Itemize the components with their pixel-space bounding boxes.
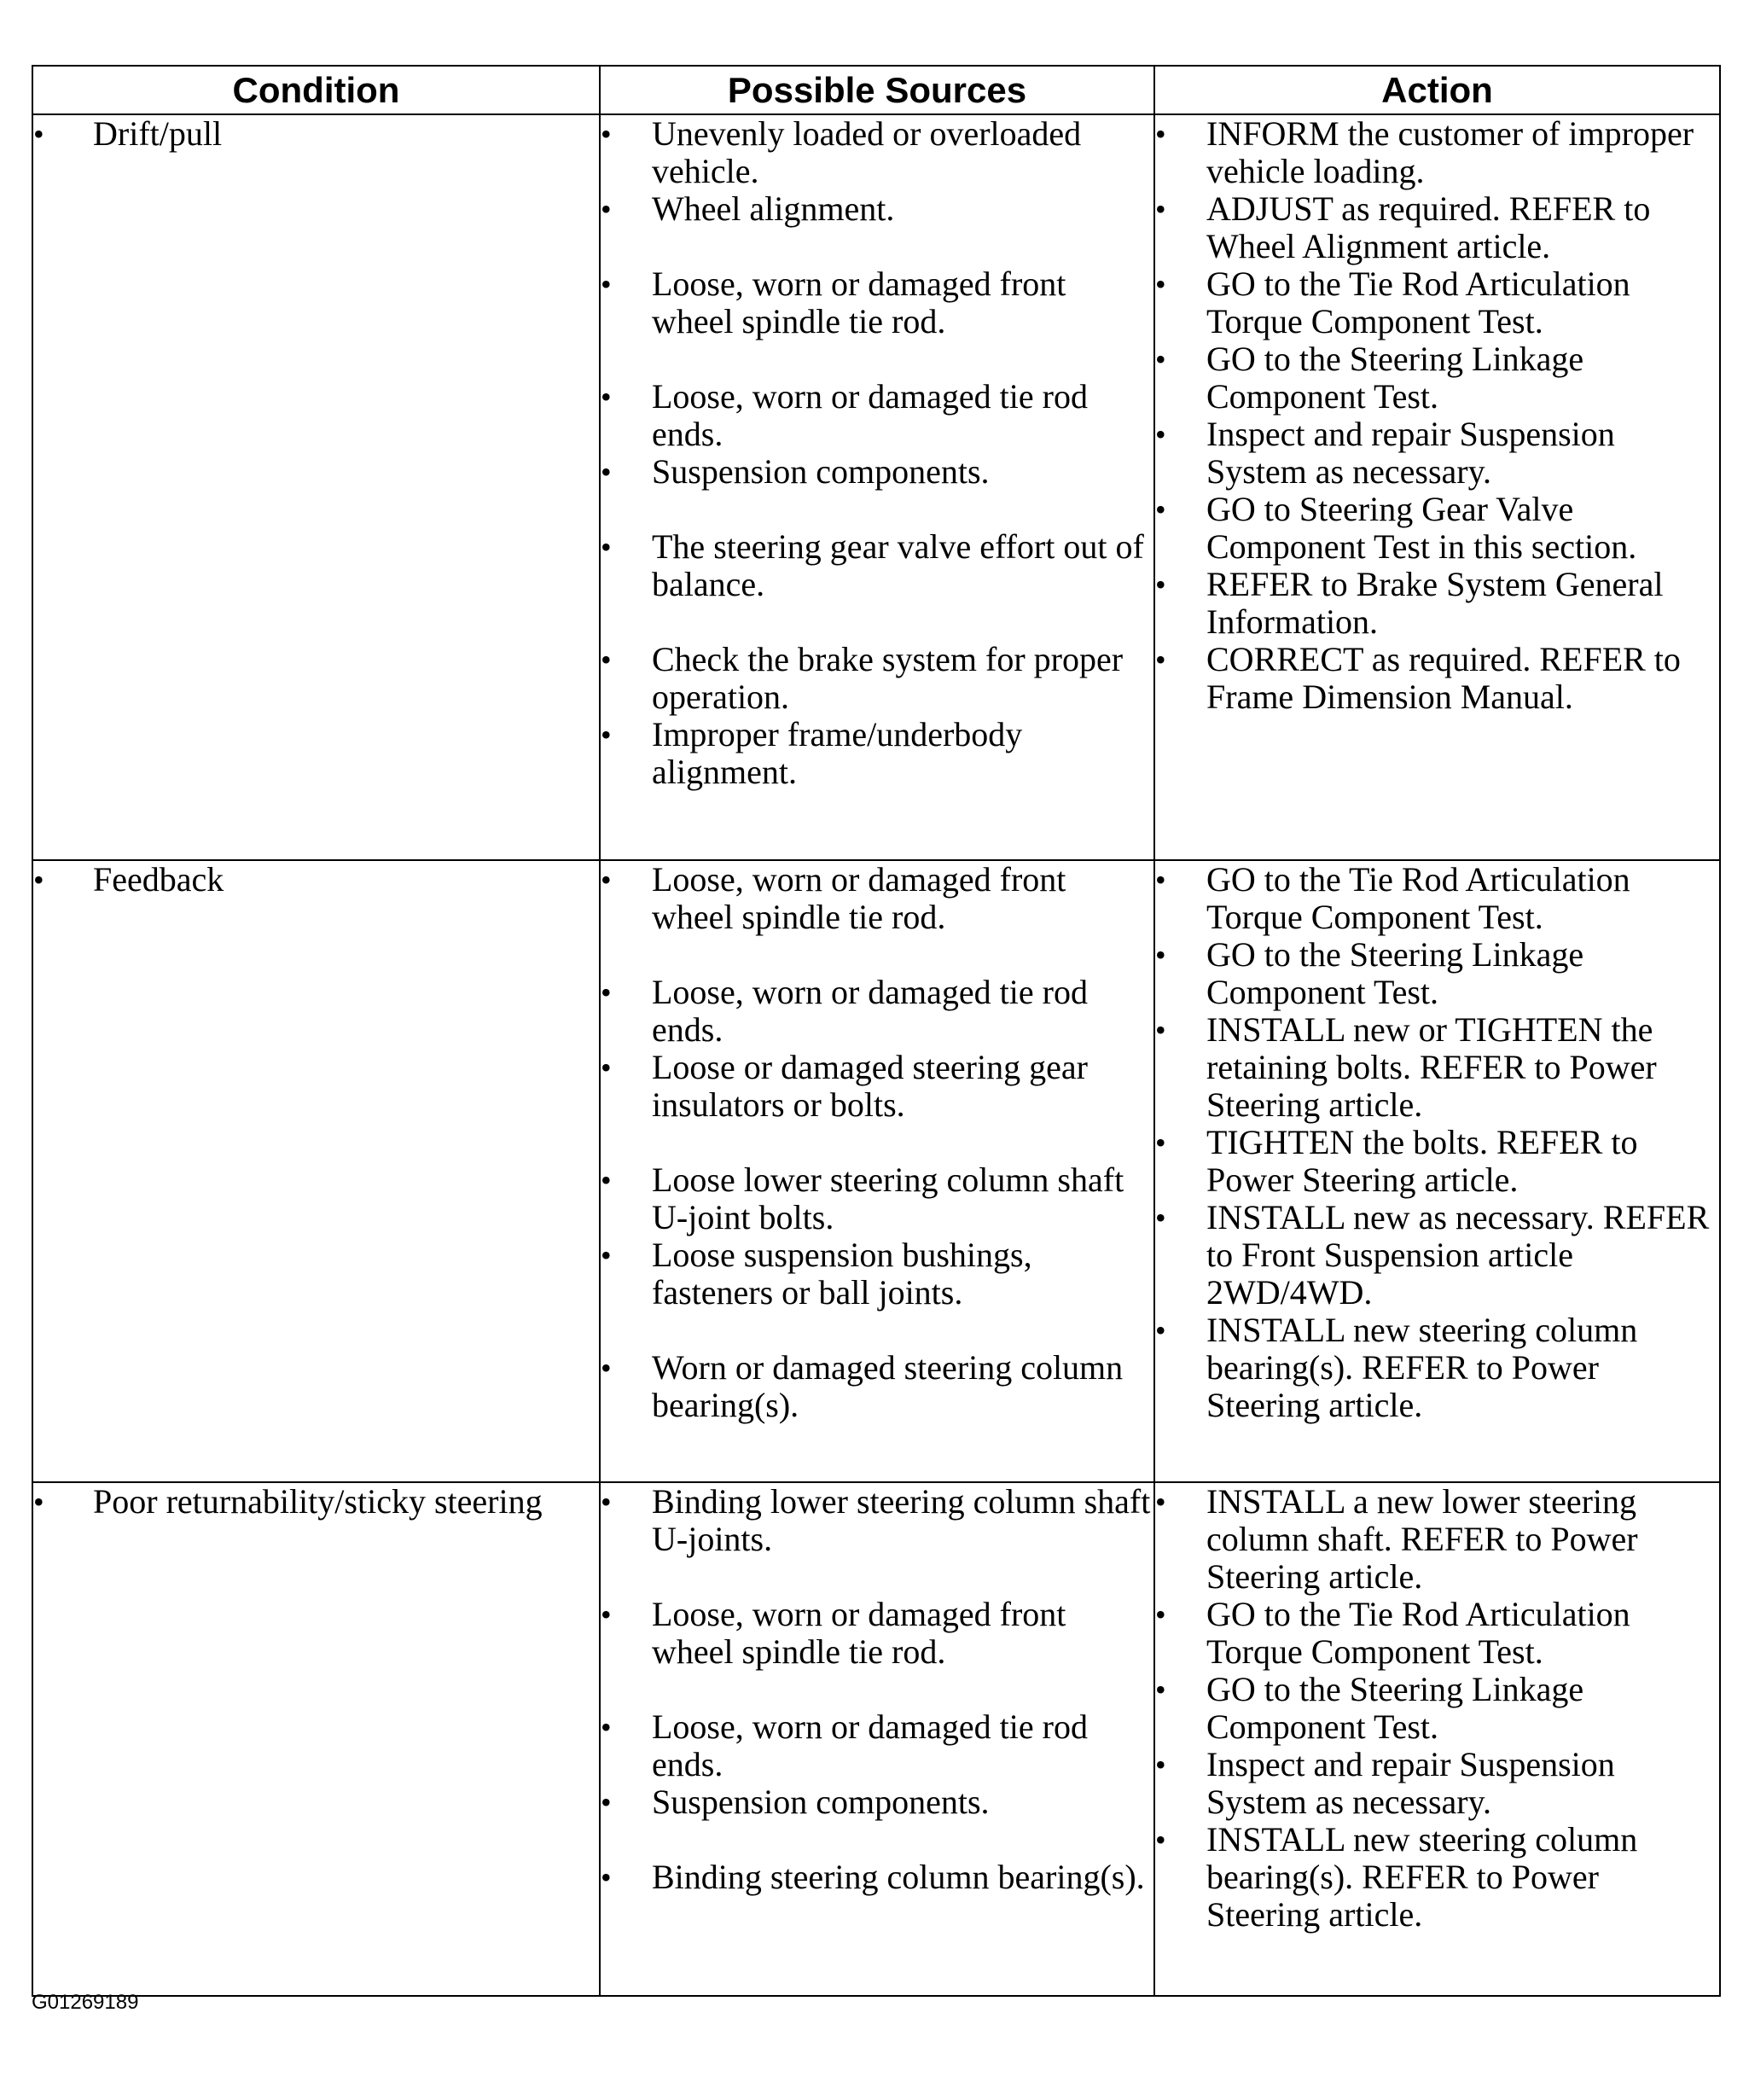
table-row-drift-pull	[32, 114, 1720, 860]
source-text: Worn or damaged steering column bearing(s).	[652, 1348, 1124, 1424]
bullet-icon: •	[601, 863, 612, 897]
action-text: GO to the Tie Rod Articulation Torque Component Test.	[1206, 860, 1630, 936]
action-item	[1155, 1746, 1719, 1821]
source-item	[601, 1349, 1153, 1424]
table-row-poor-returnability	[32, 1482, 1720, 1996]
source-text: The steering gear valve effort out of balance.	[652, 527, 1144, 603]
source-item	[601, 190, 1153, 228]
action-item	[1155, 340, 1719, 416]
source-text: Binding lower steering column shaft U-joints.	[652, 1482, 1151, 1558]
action-text: INSTALL a new lower steering column shaft. REFER to Power Steering article.	[1206, 1482, 1638, 1596]
bullet-icon: •	[601, 1785, 612, 1819]
source-item	[601, 265, 1153, 340]
bullet-icon: •	[1155, 1485, 1166, 1519]
bullet-icon: •	[1155, 267, 1166, 301]
source-item	[601, 1783, 1153, 1821]
source-item	[601, 1236, 1153, 1312]
source-text: Suspension components.	[652, 1783, 990, 1821]
source-text: Loose, worn or damaged tie rod ends.	[652, 377, 1088, 453]
bullet-icon: •	[601, 643, 612, 677]
condition-item	[33, 1483, 599, 1521]
bullet-icon: •	[1155, 938, 1166, 972]
action-text: GO to the Steering Linkage Component Test.	[1206, 935, 1584, 1011]
bullet-icon: •	[601, 1351, 612, 1385]
action-item	[1155, 1596, 1719, 1671]
sources-cell	[600, 860, 1154, 1482]
action-text: INSTALL new steering column bearing(s). REFER to Power Steering article.	[1206, 1311, 1638, 1424]
actions-cell	[1154, 114, 1720, 860]
source-text: Loose suspension bushings, fasteners or ball joints.	[652, 1236, 1032, 1312]
source-text: Check the brake system for proper operation.	[652, 640, 1124, 716]
source-item	[601, 1596, 1153, 1671]
action-text: INFORM the customer of improper vehicle loading.	[1206, 114, 1694, 190]
condition-cell	[32, 1482, 600, 1996]
bullet-icon: •	[1155, 1823, 1166, 1857]
source-text: Binding steering column bearing(s).	[652, 1858, 1145, 1896]
action-text: GO to the Tie Rod Articulation Torque Component Test.	[1206, 1595, 1630, 1671]
source-text: Suspension components.	[652, 452, 990, 491]
condition-text: Feedback	[93, 860, 224, 899]
bullet-icon: •	[601, 1860, 612, 1894]
action-item	[1155, 936, 1719, 1011]
source-item	[601, 716, 1153, 791]
condition-text: Drift/pull	[93, 114, 223, 153]
source-text: Loose, worn or damaged tie rod ends.	[652, 1707, 1088, 1783]
action-item	[1155, 861, 1719, 936]
bullet-icon: •	[601, 1485, 612, 1519]
header-row	[32, 66, 1720, 114]
action-text: CORRECT as required. REFER to Frame Dimension Manual.	[1206, 640, 1681, 716]
actions-cell	[1154, 860, 1720, 1482]
source-item	[601, 1483, 1153, 1558]
action-text: ADJUST as required. REFER to Wheel Alignment article.	[1206, 189, 1651, 265]
source-text: Loose, worn or damaged front wheel spindle tie rod.	[652, 1595, 1066, 1671]
bullet-icon: •	[33, 1485, 44, 1519]
condition-text: Poor returnability/sticky steering	[93, 1482, 543, 1521]
bullet-icon: •	[601, 1710, 612, 1744]
action-item	[1155, 190, 1719, 265]
source-text: Unevenly loaded or overloaded vehicle.	[652, 114, 1082, 190]
action-text: TIGHTEN the bolts. REFER to Power Steering article.	[1206, 1123, 1638, 1199]
source-text: Loose, worn or damaged tie rod ends.	[652, 973, 1088, 1049]
bullet-icon: •	[1155, 1201, 1166, 1235]
condition-item	[33, 861, 599, 899]
source-item	[601, 1049, 1153, 1124]
bullet-icon: •	[601, 192, 612, 226]
header-action: Action	[1154, 66, 1720, 114]
action-text: INSTALL new or TIGHTEN the retaining bolts. REFER to Power Steering article.	[1206, 1010, 1657, 1124]
bullet-icon: •	[601, 380, 612, 414]
bullet-icon: •	[1155, 1126, 1166, 1160]
bullet-icon: •	[1155, 417, 1166, 451]
source-text: Loose, worn or damaged front wheel spindle tie rod.	[652, 860, 1066, 936]
bullet-icon: •	[601, 1238, 612, 1272]
action-item	[1155, 1821, 1719, 1934]
sources-cell	[600, 114, 1154, 860]
action-item	[1155, 641, 1719, 716]
source-item	[601, 453, 1153, 491]
action-item	[1155, 265, 1719, 340]
header-condition: Condition	[32, 66, 600, 114]
source-item	[601, 974, 1153, 1049]
source-text: Wheel alignment.	[652, 189, 895, 228]
action-item	[1155, 1671, 1719, 1746]
bullet-icon: •	[1155, 1748, 1166, 1782]
action-item	[1155, 1199, 1719, 1312]
bullet-icon: •	[33, 863, 44, 897]
action-item	[1155, 1312, 1719, 1424]
condition-cell	[32, 114, 600, 860]
diagnosis-table	[32, 65, 1721, 1997]
action-item	[1155, 1124, 1719, 1199]
bullet-icon: •	[601, 455, 612, 489]
action-item	[1155, 115, 1719, 190]
sources-cell	[600, 1482, 1154, 1996]
bullet-icon: •	[601, 530, 612, 564]
source-item	[601, 378, 1153, 453]
source-item	[601, 1161, 1153, 1236]
bullet-icon: •	[1155, 342, 1166, 376]
action-text: Inspect and repair Suspension System as necessary.	[1206, 1745, 1615, 1821]
source-item	[601, 1859, 1153, 1896]
bullet-icon: •	[1155, 863, 1166, 897]
header-possible-sources: Possible Sources	[600, 66, 1154, 114]
action-item	[1155, 416, 1719, 491]
bullet-icon: •	[601, 1597, 612, 1632]
action-item	[1155, 491, 1719, 566]
bullet-icon: •	[1155, 1672, 1166, 1707]
bullet-icon: •	[601, 718, 612, 752]
bullet-icon: •	[601, 1050, 612, 1085]
bullet-icon: •	[1155, 643, 1166, 677]
source-text: Improper frame/underbody alignment.	[652, 715, 1023, 791]
bullet-icon: •	[1155, 117, 1166, 151]
bullet-icon: •	[1155, 1313, 1166, 1347]
action-item	[1155, 1483, 1719, 1596]
bullet-icon: •	[1155, 1013, 1166, 1047]
source-item	[601, 115, 1153, 190]
source-text: Loose, worn or damaged front wheel spindle tie rod.	[652, 265, 1066, 340]
action-text: GO to Steering Gear Valve Component Test in this section.	[1206, 490, 1637, 566]
bullet-icon: •	[601, 1163, 612, 1197]
bullet-icon: •	[601, 975, 612, 1009]
bullet-icon: •	[33, 117, 44, 151]
figure-id: G01269189	[32, 1991, 139, 2014]
source-item	[601, 1708, 1153, 1783]
table-row-feedback	[32, 860, 1720, 1482]
bullet-icon: •	[601, 267, 612, 301]
bullet-icon: •	[1155, 1597, 1166, 1632]
action-text: INSTALL new steering column bearing(s). REFER to Power Steering article.	[1206, 1820, 1638, 1934]
action-item	[1155, 1011, 1719, 1124]
bullet-icon: •	[1155, 567, 1166, 602]
bullet-icon: •	[1155, 492, 1166, 526]
action-text: GO to the Steering Linkage Component Test.	[1206, 1670, 1584, 1746]
action-text: Inspect and repair Suspension System as necessary.	[1206, 415, 1615, 491]
action-item	[1155, 566, 1719, 641]
actions-cell	[1154, 1482, 1720, 1996]
source-text: Loose lower steering column shaft U-joint bolts.	[652, 1161, 1124, 1236]
action-text: REFER to Brake System General Information.	[1206, 565, 1664, 641]
action-text: GO to the Tie Rod Articulation Torque Component Test.	[1206, 265, 1630, 340]
source-item	[601, 861, 1153, 936]
action-text: GO to the Steering Linkage Component Test.	[1206, 340, 1584, 416]
condition-item	[33, 115, 599, 153]
bullet-icon: •	[1155, 192, 1166, 226]
source-text: Loose or damaged steering gear insulators or bolts.	[652, 1048, 1088, 1124]
source-item	[601, 641, 1153, 716]
action-text: INSTALL new as necessary. REFER to Front Suspension article 2WD/4WD.	[1206, 1198, 1710, 1312]
bullet-icon: •	[601, 117, 612, 151]
source-item	[601, 528, 1153, 603]
condition-cell	[32, 860, 600, 1482]
